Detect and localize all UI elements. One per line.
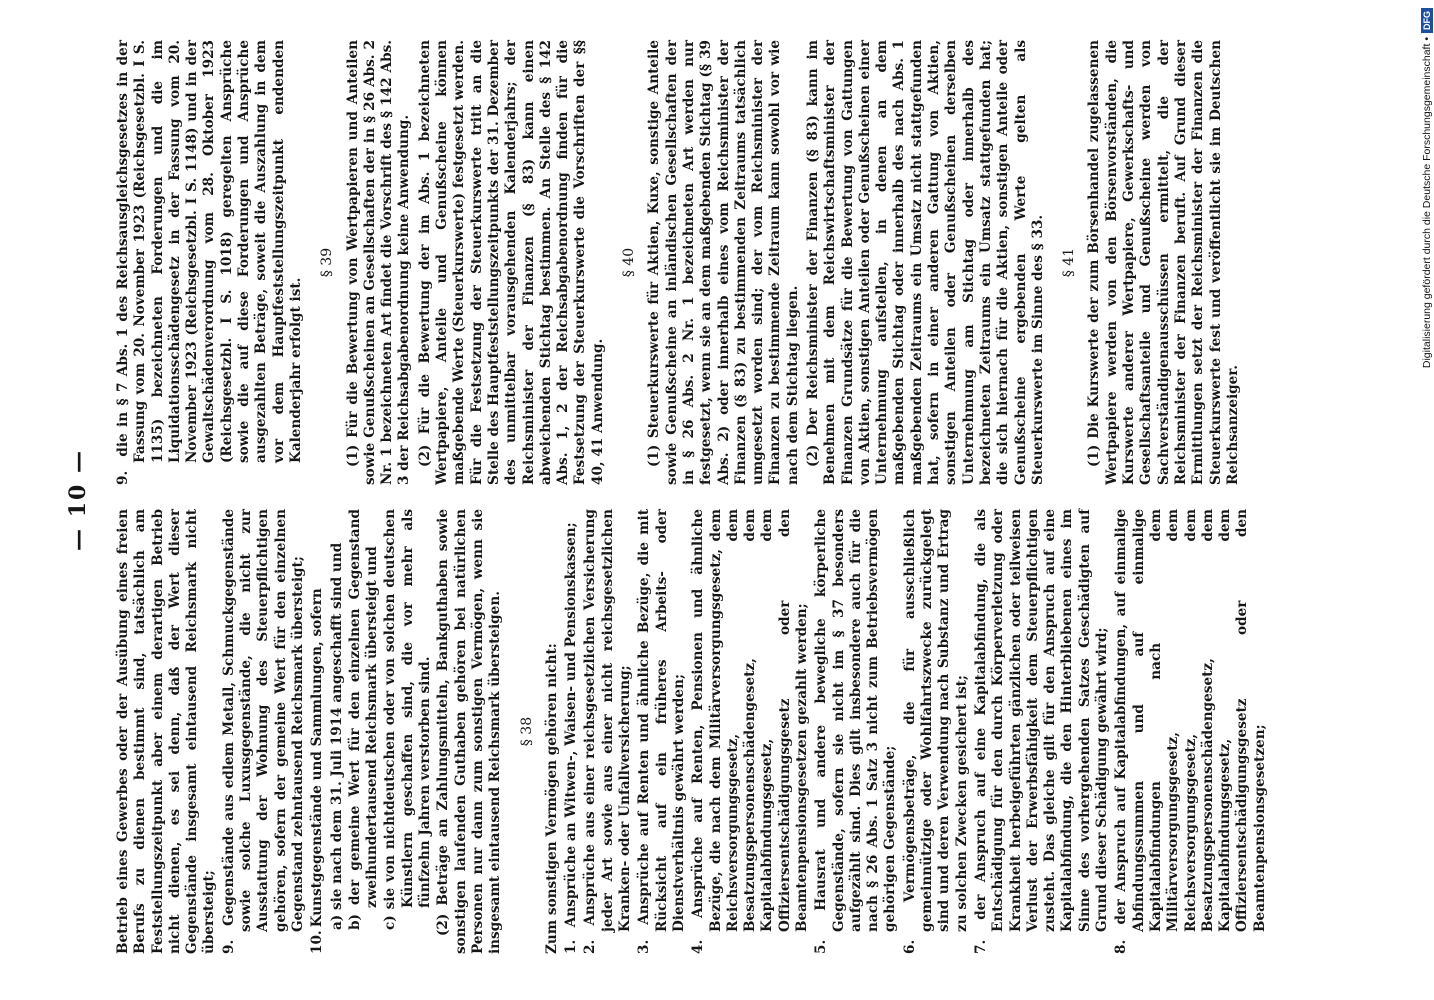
paragraph: (2) Beträge an Zahlungsmitteln, Bankguthaben sowie sonstigen laufenden Guthaben gehören bei natürlichen Personen nur dann zum sonstigen Vermögen, wenn sie insgesamt eintausend Reichsmark übersteigen. xyxy=(435,509,504,954)
rotated-page-content xyxy=(37,20,1397,980)
digitization-credit xyxy=(1416,8,1434,992)
item-text: der gemeine Wert für den einzelnen Gegenstand zweihundertausend Reichsmark übersteigt und xyxy=(346,509,381,908)
item-number: 9. xyxy=(115,470,131,485)
section-heading: § 40 xyxy=(621,247,638,278)
section-heading: § 38 xyxy=(518,716,535,747)
item-number: 8. xyxy=(1113,939,1130,954)
item-number: b) xyxy=(346,914,363,930)
paragraph: (1) Für die Bewertung von Wertpapieren und Anteilen sowie Genußscheinen an Gesellschaften der in § 26 Abs. 2 Nr. 1 bezeichneten Art findet die Vorschrift des § 142 Abs. 3 der Reichsabgabenordnung keine Anwendung. xyxy=(344,40,413,485)
item-number: 4. xyxy=(690,939,707,954)
numbered-item xyxy=(582,509,634,954)
item-text: Ansprüche auf Renten und ähnliche Bezüge, die mit Rücksicht auf ein früheres Arbeits- oder Dienstverhältnis gewährt werden; xyxy=(636,509,687,932)
sub-item xyxy=(347,509,382,954)
item-text: Gegenstände aus edlem Metall, Schmuckgegenstände sowie solche Luxusgegenstände, die nicht zur Ausstattung der Wohnung des Steuerpflichtigen gehören, sofern der gemeine Wert für den einzelnen Gegenstand zehntausend Reichsmark übersteigt; xyxy=(220,508,306,932)
item-text: die in § 7 Abs. 1 des Reichsausgleichsgesetzes in der Fassung vom 20. November 1923 (Reichsgesetzbl. I S. 1135) bezeichneten Forderungen und die im Liquidationsschädengesetz in der Fassung vom 20. November 1923 (Reichsgesetzbl. I S. 1148) und in der Gewaltschädenverordnung vom 28. Oktober 1923 (Reichsgesetzbl. I S. 1018) geregelten Ansprüche sowie die auf diese Forderungen und Ansprüche ausgezahlten Beträge, soweit die Auszahlung in dem vor dem Hauptfeststellungszeitpunkt endenden Kalenderjahr erfolgt ist. xyxy=(115,40,304,463)
text-line: Zum sonstigen Vermögen gehören nicht: xyxy=(543,643,560,954)
section-heading: § 39 xyxy=(319,247,336,278)
numbered-item xyxy=(221,509,307,954)
item-text: Ansprüche aus einer reichsgesetzlichen Versicherung jeder Art sowie aus einer nicht reichsgesetzlichen Kranken- oder Unfallversicherung; xyxy=(582,509,634,932)
item-number: 6. xyxy=(901,939,918,954)
sub-item xyxy=(382,509,434,954)
item-number: 10. xyxy=(309,930,326,954)
right-text-column xyxy=(115,40,1245,485)
text-line: Betrieb eines Gewerbes oder der Ausübung eines freien Berufs zu dienen bestimmt sind, tatsächlich am Feststellungszeitpunkt aber einem derartigen Betrieb nicht dienen, es sei denn, daß der Wert dieser Gegenstände insgesamt eintausend Reichsmark nicht übersteigt; xyxy=(115,509,218,954)
page-number-header: — 10 — xyxy=(65,449,91,551)
paragraph: (2) Der Reichsminister der Finanzen (§ 83) kann im Benehmen mit dem Reichswirtschaftsminister der Finanzen Grundsätze für die Bewertung von Gattungen von Aktien, sonstigen Anteilen oder Genußscheinen einer Unternehmung aufstellen, in denen an dem maßgebenden Stichtag oder innerhalb des nach Abs. 1 maßgebenden Zeitraums ein Umsatz nicht stattgefunden hat, sofern in einer anderen Gattung von Aktien, sonstigen Anteilen oder Genußscheinen derselben Unternehmung am Stichtag oder innerhalb des bezeichneten Zeitraums ein Umsatz stattgefunden hat; die sich hiernach für die Aktien, sonstigen Anteile oder Genußscheine ergebenden Werte gelten als Steuerkurswerte im Sinne des § 33. xyxy=(804,40,1046,485)
numbered-item xyxy=(973,509,1111,954)
item-text: Ansprüche auf Renten, Pensionen und ähnliche Bezüge, die nach dem Militärversorgungsgesetz, dem Reichsversorgungsgesetz, dem Besatzungspersonenschädengesetz, dem Kapitalabfindungsgesetz, dem Offiziersentschädigungsgesetz oder den Beamtenpensionsgesetzen gezahlt werden; xyxy=(690,509,810,932)
sub-item xyxy=(329,509,346,954)
item-number: 7. xyxy=(972,939,989,954)
item-text: Kunstgegenstände und Sammlungen, sofern xyxy=(309,588,326,928)
credit-text: Digitalisierung gefördert durch die Deutsche Forschungsgemeinschaft • xyxy=(1421,37,1433,369)
left-text-column xyxy=(115,509,1271,954)
dfg-logo-icon: DFG xyxy=(1421,8,1433,33)
numbered-item xyxy=(636,509,688,954)
item-text: Ansprüche an Witwen-, Waisen- und Pensionskassen; xyxy=(563,522,580,928)
numbered-item xyxy=(115,40,305,485)
item-number: 1. xyxy=(563,939,580,954)
numbered-item xyxy=(813,509,899,954)
paragraph: (1) Die Kurswerte der zum Börsenhandel zugelassenen Wertpapiere werden von den Börsenvorständen, die Kurswerte anderer Wertpapiere, Gewerkschafts- und Gesellschaftsanteile und Genußscheine werden von Sachverständigenausschüssen ermittelt, die der Reichsminister der Finanzen beruft. Auf Grund dieser Ermittlungen setzt der Reichsminister der Finanzen die Steuerkurswerte fest und veröffentlicht sie im Deutschen Reichsanzeiger. xyxy=(1086,40,1241,485)
section-heading: § 41 xyxy=(1061,247,1078,278)
item-number: 3. xyxy=(636,939,653,954)
item-number: a) xyxy=(328,914,345,930)
item-text: sie von nichtdeutschen oder von solchen deutschen Künstlern geschaffen sind, die vor mehr als fünfzehn Jahren verstorben sind. xyxy=(382,509,434,910)
item-text: Hausrat und andere bewegliche körperliche Gegenstände, sofern sie nicht im § 37 besonders aufgezählt sind. Dies gilt insbesondere auch für die nach § 26 Abs. 1 Satz 3 nicht zum Betriebsvermögen gehörigen Gegenstände; xyxy=(813,509,899,932)
item-number: c) xyxy=(382,915,399,930)
item-text: Vermögensbeträge, die für ausschließlich gemeinnützige oder Wohlfahrtszwecke zurückgelegt sind und deren Verwendung nach Substanz und Ertrag zu solchen Zwecken gesichert ist; xyxy=(901,509,970,932)
item-number: 5. xyxy=(813,939,830,954)
paragraph: (2) Für die Bewertung der im Abs. 1 bezeichneten Wertpapiere, Anteile und Genußscheine können maßgebende Werte (Steuerkurswerte) festgesetzt werden. Für die Festsetzung der Steuerkurswerte tritt an die Stelle des Hauptfeststellungszeitpunkts der 31. Dezember des unmittelbar vorausgehenden Kalenderjahrs; der Reichsminister der Finanzen (§ 83) kann einen abweichenden Stichtag bestimmen. An Stelle des § 142 Abs. 1, 2 der Reichsabgabenordnung finden für die Festsetzung der Steuerkurswerte die Vorschriften der §§ 40, 41 Anwendung. xyxy=(416,40,606,485)
item-text: sie nach dem 31. Juli 1914 angeschafft sind und xyxy=(328,542,345,911)
numbered-item xyxy=(902,509,971,954)
item-text: der Anspruch auf Kapitalabfindungen, auf einmalige Abfindungssummen und auf einmalige Kapitalabfindungen nach dem Militärversorgungsgesetz, dem Reichsversorgungsgesetz, dem Besatzungspersonenschädengesetz, dem Kapitalabfindungsgesetz, dem Offiziersentschädigungsgesetz oder den Beamtenpensionsgesetzen; xyxy=(1113,509,1268,932)
numbered-item xyxy=(1113,509,1269,954)
item-number: 2. xyxy=(582,939,599,954)
item-text: der Anspruch auf eine Kapitalabfindung, die als Entschädigung für den durch Körperverletzung oder Krankheit herbeigeführten gänzlichen oder teilweisen Verlust der Erwerbsfähigkeit dem Steuerpflichtigen zusteht. Das gleiche gilt für den Anspruch auf eine Kapitalabfindung, die den Hinterbliebenen eines im Sinne des vorhergehenden Satzes Geschädigten auf Grund dieser Schädigung gewährt wird; xyxy=(972,508,1111,932)
numbered-item xyxy=(309,509,326,954)
numbered-item xyxy=(563,509,580,954)
paragraph: (1) Steuerkurswerte für Aktien, Kuxe, sonstige Anteile sowie Genußscheine an inländischen Gesellschaften der in § 26 Abs. 2 Nr. 1 bezeichneten Art werden nur festgesetzt, wenn sie an dem maßgebenden Stichtag (§ 39 Abs. 2) oder innerhalb eines vom Reichsminister der Finanzen (§ 83) zu bestimmenden Zeitraums tatsächlich umgesetzt worden sind; der vom Reichsminister der Finanzen zu bestimmende Zeitraum kann sowohl vor wie nach dem Stichtag liegen. xyxy=(646,40,801,485)
item-number: 9. xyxy=(220,939,237,954)
numbered-item xyxy=(690,509,811,954)
